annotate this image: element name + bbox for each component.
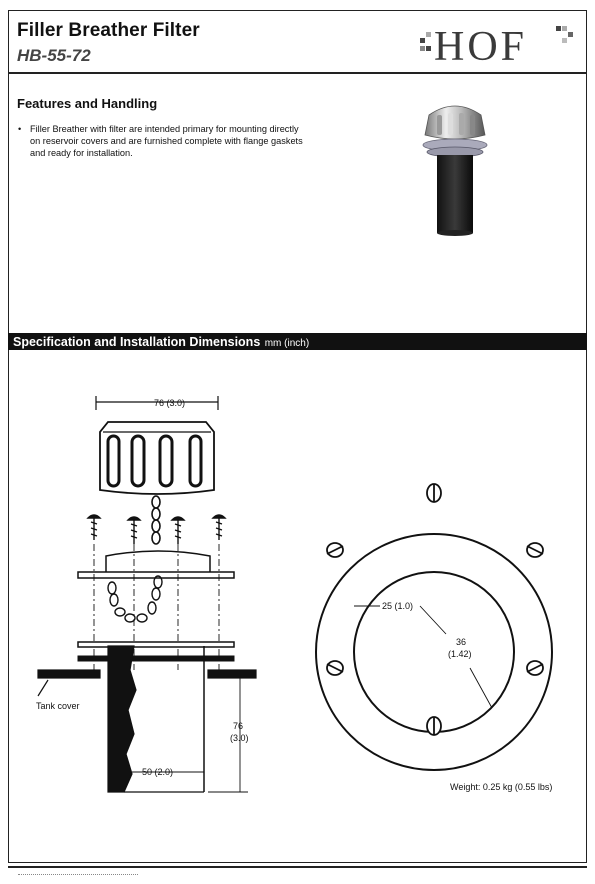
- height-label-in: (3.0): [230, 733, 249, 743]
- width-dimension-label: 76 (3.0): [154, 398, 186, 408]
- spec-heading: Specification and Installation Dimensions: [13, 335, 261, 349]
- features-heading: Features and Handling: [17, 96, 158, 111]
- page-title: Filler Breather Filter: [17, 20, 200, 41]
- weight-label: Weight: 0.25 kg (0.55 lbs): [450, 782, 553, 792]
- tank-cover-label: Tank cover: [36, 701, 80, 711]
- outer-radius-label-in: (1.42): [448, 649, 472, 659]
- spec-unit: mm (inch): [264, 338, 310, 349]
- spec-section-bar: [8, 333, 587, 350]
- features-list: [17, 123, 307, 159]
- inner-radius-label: 25 (1.0): [382, 601, 414, 611]
- product-photo: [415, 97, 495, 239]
- height-label-mm: 76: [233, 721, 244, 731]
- hof-logo: [418, 18, 578, 68]
- feature-item: • Filler Breather with filter are intended primary for mounting directly on reservoir covers and are furnished complete with flange gaskets and ready for installation.: [17, 123, 307, 159]
- bore-dimension-label: 50 (2.0): [142, 767, 174, 777]
- footer-dots: [18, 874, 138, 879]
- model-number: HB-55-72: [17, 46, 91, 65]
- outer-radius-label-mm: 36: [456, 637, 467, 647]
- header-divider: [8, 72, 587, 74]
- footer-divider: [8, 866, 587, 868]
- logo-text: HOF: [434, 24, 528, 68]
